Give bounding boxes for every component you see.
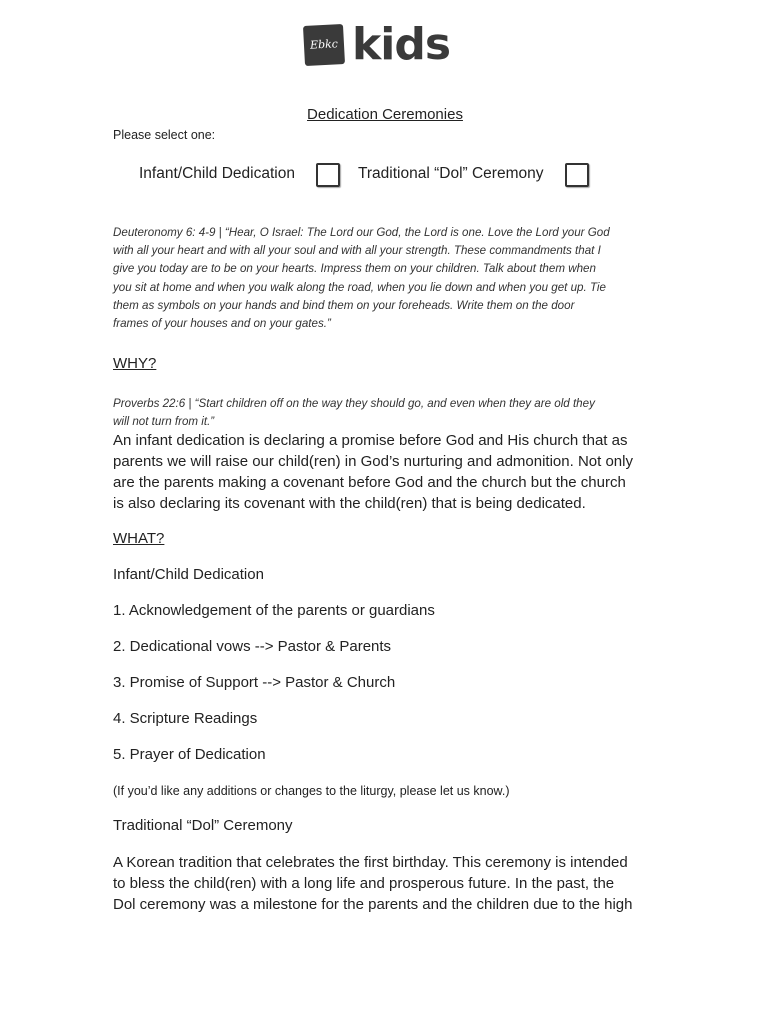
- why-paragraph: [113, 430, 661, 514]
- verse-line: Deuteronomy 6: 4-9 | “Hear, O Israel: The Lord our God, the Lord is one. Love the Lord your God: [113, 226, 610, 239]
- paragraph-line: is also declaring its covenant with the child(ren) that is being dedicated.: [113, 495, 586, 512]
- verse-part: and even when they are old they: [424, 397, 595, 410]
- verse-proverbs: [113, 395, 661, 431]
- list-item: 3. Promise of Support --> Pastor & Church: [113, 674, 396, 691]
- list-item: 2. Dedicational vows --> Pastor & Parents: [113, 638, 392, 655]
- ebkc-kids-logo: [304, 19, 451, 70]
- verse-line: will not turn from it.”: [113, 415, 215, 428]
- page-title: Dedication Ceremonies: [307, 106, 463, 123]
- verse-line: with all your heart and with all your soul and with all your strength. These commandments that I: [113, 244, 601, 258]
- dol-paragraph: [113, 852, 661, 915]
- what-heading: WHAT?: [113, 530, 165, 547]
- why-heading: WHY?: [113, 355, 157, 372]
- verse-part: Proverbs 22:6 | “Start children off on the way they should go,: [113, 397, 425, 410]
- select-prompt: Please select one:: [113, 128, 216, 142]
- liturgy-note: (If you’d like any additions or changes to the liturgy, please let us know.): [113, 784, 510, 798]
- paragraph-line: Dol ceremony was a milestone for the parents and the children due to the high: [113, 896, 633, 913]
- checkbox-infant-dedication[interactable]: [316, 163, 340, 187]
- option-label-dol: Traditional “Dol” Ceremony: [358, 165, 544, 182]
- paragraph-line: to bless the child(ren) with a long life and prosperous future. In the past, the: [113, 875, 615, 892]
- verse-deuteronomy: [113, 224, 661, 333]
- infant-dedication-subheading: Infant/Child Dedication: [113, 566, 264, 583]
- verse-line: you sit at home and when you walk along the road, when you lie down and when you get up. Tie: [113, 280, 606, 294]
- verse-line: them as symbols on your hands and bind them on your foreheads. Write them on the door: [113, 298, 575, 312]
- checkbox-dol-ceremony[interactable]: [565, 163, 589, 187]
- list-item: 1. Acknowledgement of the parents or guardians: [113, 602, 435, 619]
- logo-word: kids: [352, 19, 451, 70]
- paragraph-line: parents we will raise our child(ren) in God’s nurturing and admonition. Not only: [113, 453, 633, 470]
- verse-line: give you today are to be on your hearts. Impress them on your children. Talk about them when: [113, 262, 596, 276]
- verse-line: [113, 395, 661, 413]
- list-item: 5. Prayer of Dedication: [113, 746, 266, 763]
- paragraph-line: A Korean tradition that celebrates the first birthday. This ceremony is intended: [113, 854, 628, 871]
- option-label-infant: Infant/Child Dedication: [139, 165, 295, 182]
- dol-ceremony-heading: Traditional “Dol” Ceremony: [113, 817, 293, 834]
- logo-badge: [303, 24, 345, 66]
- verse-line: frames of your houses and on your gates.”: [113, 317, 331, 331]
- list-item: 4. Scripture Readings: [113, 710, 258, 727]
- paragraph-line: are the parents making a covenant before God and the church but the church: [113, 474, 626, 491]
- logo-badge-text: Ebkc: [309, 37, 339, 52]
- paragraph-line: An infant dedication is declaring a promise before God and His church that as: [113, 432, 628, 449]
